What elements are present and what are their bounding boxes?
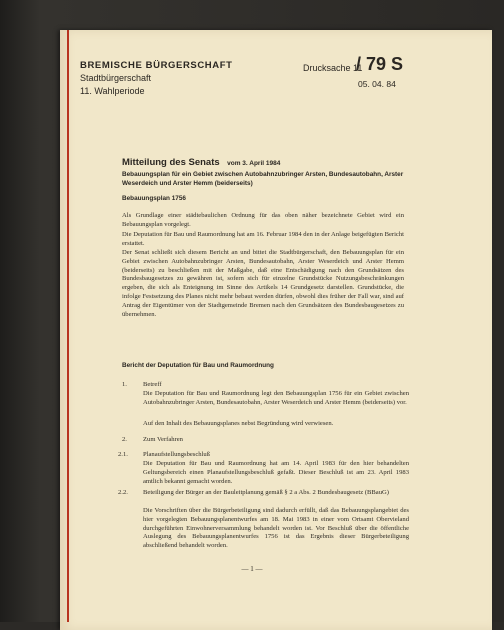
chamber-name: Stadtbürgerschaft — [80, 73, 152, 83]
notice-heading-line — [122, 152, 280, 170]
report-heading: Bericht der Deputation für Bau und Raumordnung — [122, 362, 274, 369]
section-paragraph: Die Deputation für Bau und Raumordnung hat am 14. April 1983 für den hier behandelten Geltungsbereich einen Planaufstellungsbeschluß gefaßt. Dieser Beschluß ist am 23. April 1983 amtlich bekannt gemacht worden. — [143, 460, 409, 485]
section-number: 2.1. — [118, 451, 128, 458]
notice-paragraph: Als Grundlage einer städtebaulichen Ordnung für das oben näher bezeichnete Gebiet wird ein Bebauungsplan vorgelegt. — [122, 212, 404, 228]
section-paragraph: Die Vorschriften über die Bürgerbeteiligung sind dadurch erfüllt, daß das Bebauungsplangebiet des hier vorgelegten Bebauungsplanentwurfes am 18. Mai 1983 in einer vom Ortsamt Obervieland durchgeführten Einwohnerversammlung behandelt worden ist. Vor Beschluß über die öffentliche Auslegung des Bebauungsplanentwurfes 1756 ist das Ergebnis dieser Bürgerbeteiligung abschließend behandelt worden. — [143, 507, 409, 550]
section-number: 2.2. — [118, 489, 128, 496]
notice-paragraph: Der Senat schließt sich diesem Bericht an und bittet die Stadtbürgerschaft, den Bebauungsplan für ein Gebiet zwischen Autobahnzubringer Arsten, Bundesautobahn, Arster Weserdeich und Arster Hemm (beiderseits) zu beschließen mit der Maßgabe, daß eine Entschädigung nach den Grundsätzen des Bundesbaugesetzes zu gewähren ist, sofern sich für einzelne Grundstücke Nutzungsbeschränkungen ergeben, die sich als Enteignung im Sinne des Artikels 14 Grundgesetz darstellen. Grundstücke, die infolge Festsetzung des Planes nicht mehr bebaut werden dürfen, obwohl dies früher der Fall war, sind auf Antrag der Eigentümer von der Stadtgemeinde Bremen nach den Grundsätzen des Bundesbaugesetzes zu übernehmen. — [122, 249, 404, 318]
page-number: — 1 — — [241, 565, 263, 573]
drucksache-number: / 79 S — [356, 54, 404, 74]
drucksache-label: Drucksache 11 — [303, 63, 363, 73]
notice-paragraph: Die Deputation für Bau und Raumordnung hat am 16. Februar 1984 den in der Anlage beigefügten Bericht erstattet. — [122, 231, 404, 247]
notice-heading: Mitteilung des Senats — [122, 157, 220, 168]
notice-date: vom 3. April 1984 — [227, 160, 281, 167]
drucksache-date: 05. 04. 84 — [358, 79, 396, 89]
section-title: Planaufstellungsbeschluß — [143, 451, 211, 458]
section-number: 1. — [122, 381, 127, 388]
section-paragraph: Die Deputation für Bau und Raumordnung legt den Bebauungsplan 1756 für ein Gebiet zwischen Autobahnzubringer Arsten, Bundesautobahn, Arster Weserdeich und Arster Hemm (beiderseits) vor. — [143, 390, 409, 406]
plan-number: Bebauungsplan 1756 — [122, 195, 186, 202]
section-paragraph: Auf den Inhalt des Bebauungsplanes nebst Begründung wird verwiesen. — [143, 420, 334, 427]
legislative-period: 11. Wahlperiode — [80, 86, 145, 96]
section-title: Betreff — [143, 381, 162, 388]
section-number: 2. — [122, 436, 127, 443]
notice-subject: Bebauungsplan für ein Gebiet zwischen Autobahnzubringer Arsten, Bundesautobahn, Arster Weserdeich und Arster Hemm (beiderseits) — [122, 171, 404, 187]
section-title: Zum Verfahren — [143, 436, 183, 443]
section-title: Beteiligung der Bürger an der Bauleitplanung gemäß § 2 a Abs. 2 Bundesbaugesetz (BBauG) — [143, 489, 389, 496]
parliament-title: BREMISCHE BÜRGERSCHAFT — [80, 60, 233, 71]
page-edge-red-line — [67, 30, 69, 622]
